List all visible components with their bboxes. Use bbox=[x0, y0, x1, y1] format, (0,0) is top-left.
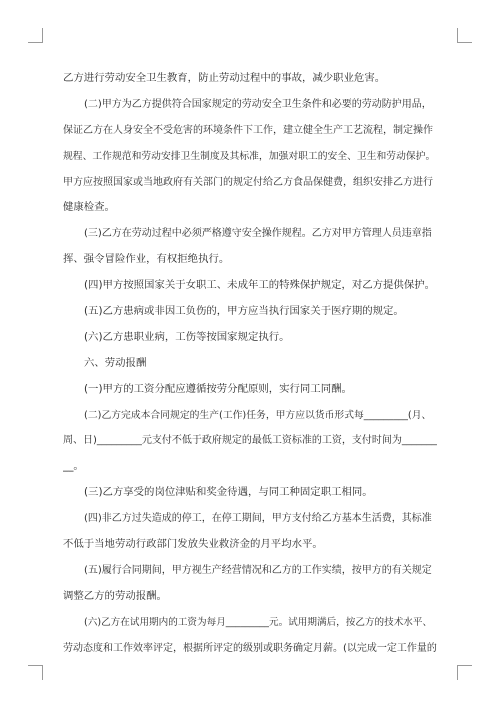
text-line: (二)乙方完成本合同规定的生产(工作)任务，甲方应以货币形式每_________(月、 bbox=[84, 409, 432, 421]
document-body bbox=[63, 66, 437, 661]
text-line: 不低于当地劳动行政部门发放失业救济金的月平均水平。 bbox=[63, 538, 323, 551]
text-line: (一)甲方的工资分配应遵循按劳分配原则，实行同工同酬。 bbox=[84, 382, 352, 395]
text-line: 挥、强令冒险作业，有权拒绝执行。 bbox=[63, 253, 230, 266]
text-line: 保证乙方在人身安全不受危害的环境条件下工作，建立健全生产工艺流程，制定操作 bbox=[63, 124, 433, 136]
text-line: 健康检查。 bbox=[63, 201, 115, 214]
section-heading: 六、劳动报酬 bbox=[84, 356, 147, 369]
crop-mark-top-left bbox=[28, 28, 43, 43]
text-line: (五)乙方患病或非因工负伤的，甲方应当执行国家关于医疗期的规定。 bbox=[84, 305, 404, 318]
text-line: __。 bbox=[63, 460, 84, 473]
text-line: (四)甲方按照国家关于女职工、未成年工的特殊保护规定，对乙方提供保护。 bbox=[84, 279, 435, 292]
text-line: 乙方进行劳动安全卫生教育，防止劳动过程中的事故，减少职业危害。 bbox=[63, 72, 386, 84]
text-line: 甲方应按照国家或当地政府有关部门的规定付给乙方食品保健费，组织安排乙方进行 bbox=[63, 176, 433, 188]
text-line: 劳动态度和工作效率评定，根据所评定的级别或职务确定月薪。(以完成一定工作量的 bbox=[63, 642, 437, 654]
crop-mark-bottom-left bbox=[28, 665, 43, 680]
text-line: (三)乙方享受的岗位津贴和奖金待遇，与同工种固定职工相同。 bbox=[84, 486, 373, 499]
text-line: (四)非乙方过失造成的停工，在停工期间，甲方支付给乙方基本生活费，其标准 bbox=[84, 513, 432, 525]
crop-mark-bottom-right bbox=[457, 665, 472, 680]
text-line: (六)乙方在试用期内的工资为每月_________元。试用期满后，按乙方的技术水平、 bbox=[84, 616, 433, 628]
text-line: 周、日)_________元支付不低于政府规定的最低工资标准的工资，支付时间为_______ bbox=[63, 435, 437, 447]
text-line: (二)甲方为乙方提供符合国家规定的劳动安全卫生条件和必要的劳动防护用品， bbox=[84, 98, 432, 110]
crop-mark-top-right bbox=[457, 28, 472, 43]
text-line: (五)履行合同期间，甲方视生产经营情况和乙方的工作实绩，按甲方的有关规定 bbox=[84, 564, 432, 576]
text-line: 调整乙方的劳动报酬。 bbox=[63, 589, 167, 602]
text-line: (六)乙方患职业病，工伤等按国家规定执行。 bbox=[84, 330, 290, 343]
text-line: 规程、工作规范和劳动安排卫生制度及其标准，加强对职工的安全、卫生和劳动保护。 bbox=[63, 150, 436, 162]
text-line: (三)乙方在劳动过程中必须严格遵守安全操作规程。乙方对甲方管理人员违章指 bbox=[84, 228, 432, 240]
